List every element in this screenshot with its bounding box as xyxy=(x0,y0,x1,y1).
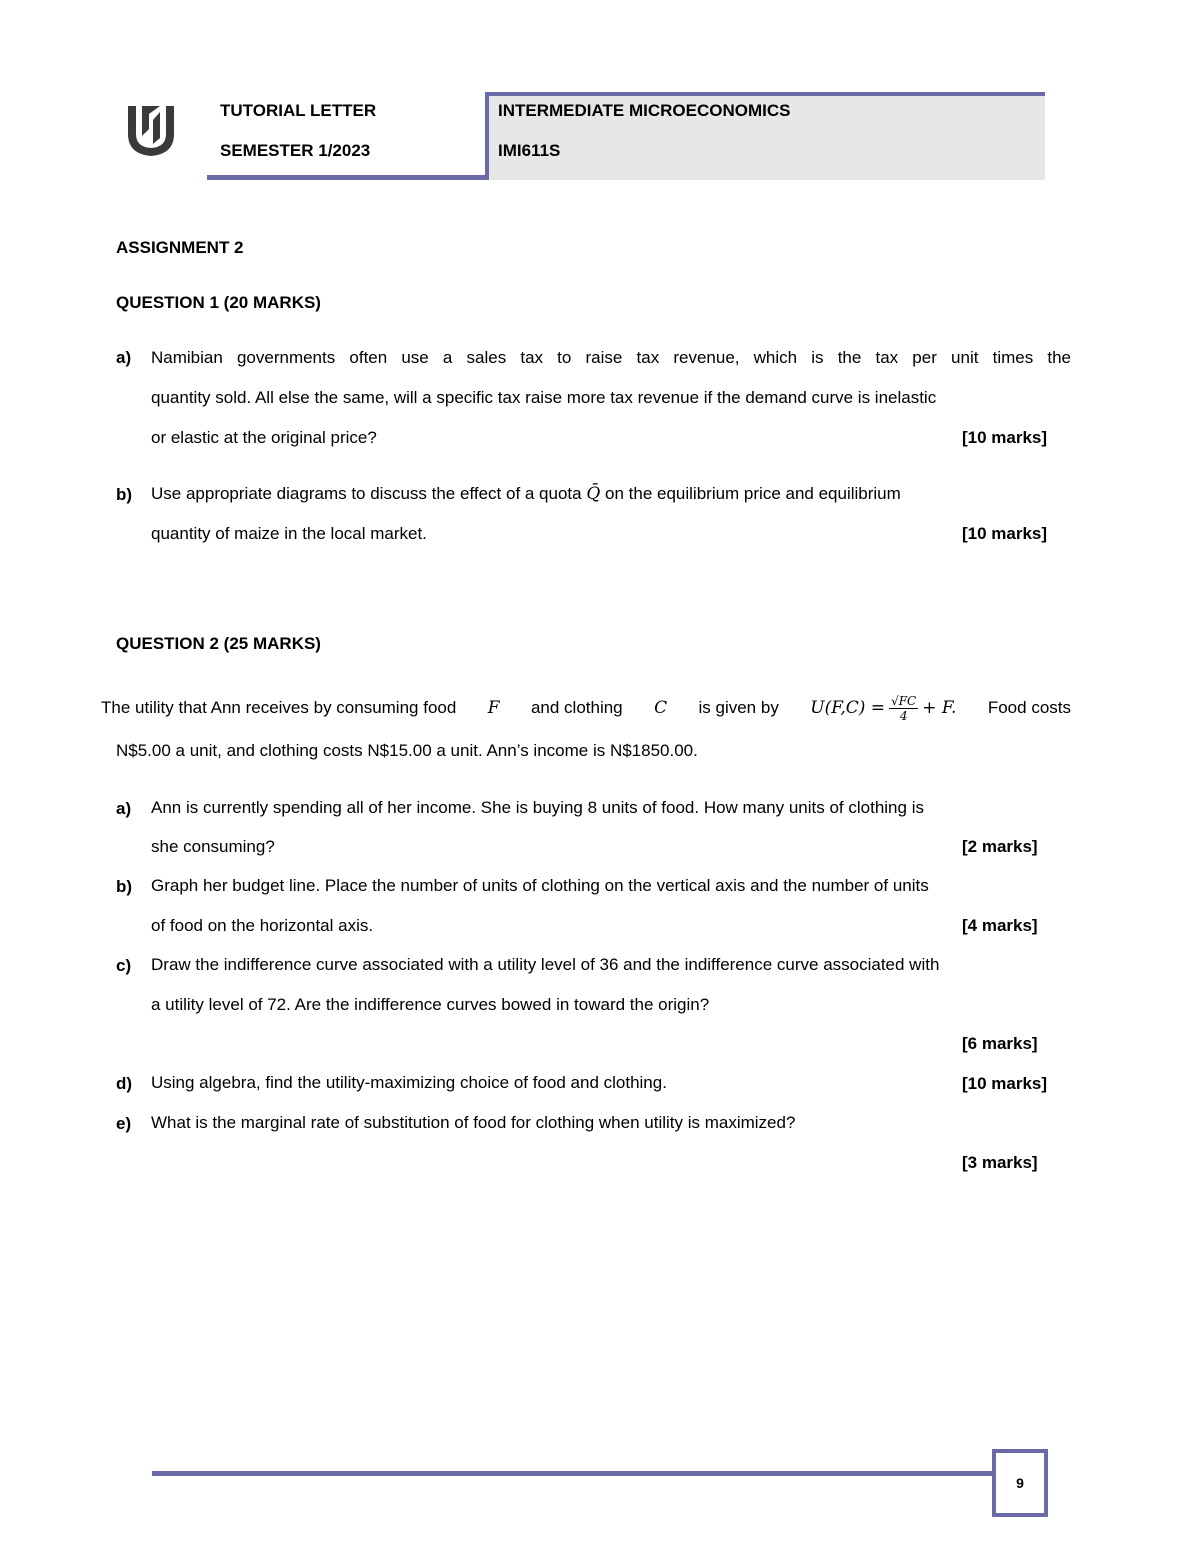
question-2-title: QUESTION 2 (25 MARKS) xyxy=(116,634,321,653)
q2b-marks: [4 marks] xyxy=(962,916,1038,935)
q1b-text-line1 xyxy=(151,474,901,514)
q2d-label: d) xyxy=(116,1074,133,1093)
q1b-marks: [10 marks] xyxy=(962,524,1048,543)
q2-intro-mid: and clothing xyxy=(530,698,623,717)
q1b-text-pre: Use appropriate diagrams to discuss the effect of a quota xyxy=(151,484,582,503)
var-clothing: C xyxy=(654,698,668,718)
q2-intro-line2: N$5.00 a unit, and clothing costs N$15.00 a unit. Ann’s income is N$1850.00. xyxy=(116,741,698,760)
header-left-rule xyxy=(207,175,487,180)
formula-rhs: + F. xyxy=(922,698,957,718)
formula-fraction xyxy=(889,694,918,723)
q1a-label: a) xyxy=(116,348,132,367)
var-food: F xyxy=(487,698,500,718)
q2-intro-post: Food costs xyxy=(987,698,1071,717)
utility-formula xyxy=(810,688,956,728)
q2e-marks: [3 marks] xyxy=(962,1153,1038,1172)
q2e-text-line1: What is the marginal rate of substitution of food for clothing when utility is maximized? xyxy=(151,1113,796,1132)
header-tutorial-letter: TUTORIAL LETTER xyxy=(220,101,377,120)
q2c-text-line2: a utility level of 72. Are the indifference curves bowed in toward the origin? xyxy=(151,995,710,1014)
q1b-label: b) xyxy=(116,485,133,504)
quota-symbol: Q̄ xyxy=(586,484,601,504)
q2d-marks: [10 marks] xyxy=(962,1074,1048,1093)
q2c-text-line1: Draw the indifference curve associated with a utility level of 36 and the indifference curve associated with xyxy=(151,955,940,974)
q1a-text-line1: Namibian governments often use a sales tax to raise tax revenue, which is the tax per unit times the xyxy=(151,348,1071,367)
formula-numerator: √FC xyxy=(891,693,917,708)
q2e-label: e) xyxy=(116,1114,132,1133)
footer-rule xyxy=(152,1471,994,1476)
q1a-text-line2: quantity sold. All else the same, will a specific tax raise more tax revenue if the demand curve is inelastic xyxy=(151,388,937,407)
q1a-text-line3: or elastic at the original price? xyxy=(151,428,377,447)
q2-intro-line1 xyxy=(101,688,1071,728)
q1b-text-line2: quantity of maize in the local market. xyxy=(151,524,427,543)
q2b-text-line1: Graph her budget line. Place the number of units of clothing on the vertical axis and the number of units xyxy=(151,876,929,895)
q2c-marks: [6 marks] xyxy=(962,1034,1038,1053)
formula-denominator: 4 xyxy=(899,708,908,723)
q2a-marks: [2 marks] xyxy=(962,837,1038,856)
header-course-code: IMI611S xyxy=(498,141,561,160)
q2a-text-line2: she consuming? xyxy=(151,837,275,856)
header-course-title: INTERMEDIATE MICROECONOMICS xyxy=(498,101,791,120)
header-course-box-top-border xyxy=(485,92,1045,96)
page-number: 9 xyxy=(1016,1475,1024,1491)
assignment-title: ASSIGNMENT 2 xyxy=(116,238,244,257)
question-1-title: QUESTION 1 (20 MARKS) xyxy=(116,293,321,312)
q1a-marks: [10 marks] xyxy=(962,428,1048,447)
formula-lhs: U(F,C) = xyxy=(810,698,886,718)
q2a-label: a) xyxy=(116,799,132,818)
q2d-text-line1: Using algebra, find the utility-maximizing choice of food and clothing. xyxy=(151,1073,667,1092)
q2b-text-line2: of food on the horizontal axis. xyxy=(151,916,374,935)
q1b-text-post: on the equilibrium price and equilibrium xyxy=(605,484,901,503)
q2-intro-pre: The utility that Ann receives by consuming food xyxy=(101,698,457,717)
q2b-label: b) xyxy=(116,877,133,896)
page-number-box xyxy=(992,1449,1048,1517)
q2a-text-line1: Ann is currently spending all of her income. She is buying 8 units of food. How many units of clothing is xyxy=(151,798,924,817)
q2c-label: c) xyxy=(116,956,132,975)
university-logo-icon xyxy=(122,100,180,160)
header-course-box-left-border xyxy=(485,92,489,180)
q2-intro-given: is given by xyxy=(698,698,779,717)
header-semester: SEMESTER 1/2023 xyxy=(220,141,371,160)
